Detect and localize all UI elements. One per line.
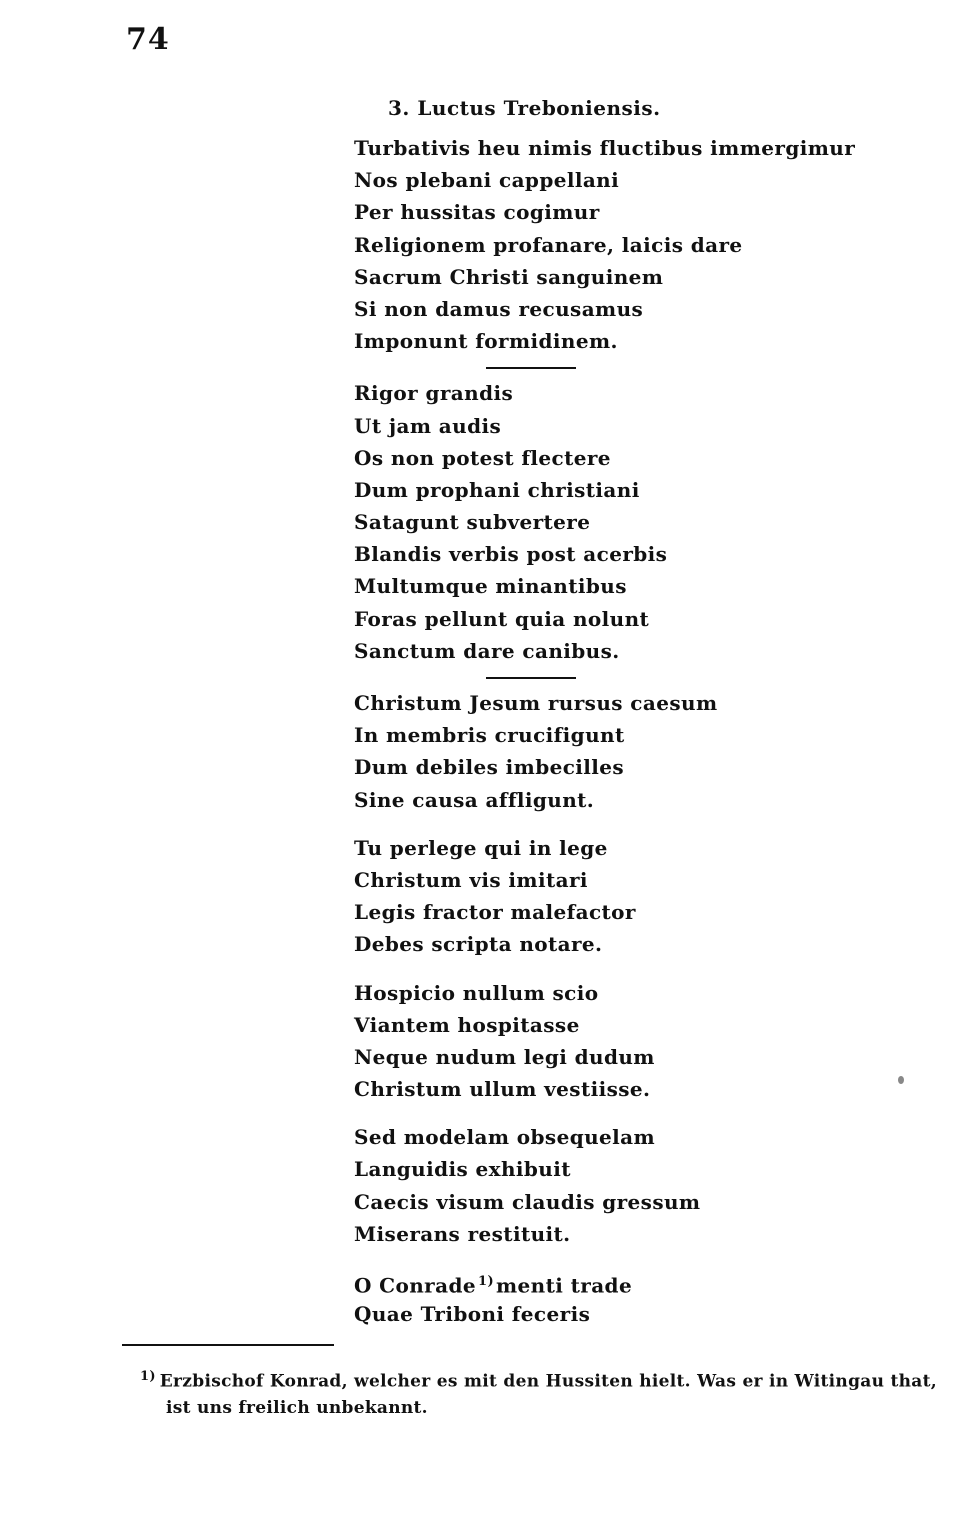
poem-line: Sine causa affligunt.	[354, 787, 595, 812]
stanza-2	[354, 377, 894, 667]
scan-speck	[898, 1076, 904, 1084]
poem-line-text: menti trade	[496, 1273, 633, 1298]
poem-line: Christum ullum vestiisse.	[354, 1077, 651, 1102]
poem-line: Debes scripta notare.	[354, 932, 603, 957]
footnote-rule	[122, 1344, 334, 1346]
stanza-gap	[354, 1250, 894, 1266]
poem-line	[354, 1266, 894, 1298]
poem-line-text: O Conrade	[354, 1273, 476, 1298]
footnote-reference: 1)	[478, 1274, 494, 1289]
poem-line: Ut jam audis	[354, 413, 502, 438]
poem-line: Miserans restituit.	[354, 1221, 571, 1246]
poem-line: Multumque minantibus	[354, 574, 627, 599]
footnote-line: ist uns freilich unbekannt.	[166, 1397, 428, 1418]
footnote-text: Erzbischof Konrad, welcher es mit den Hussiten hielt. Was er in Witingau that,	[159, 1371, 937, 1392]
poem-line: Os non potest flectere	[354, 445, 611, 470]
stanza-7	[354, 1266, 894, 1330]
poem-line: Dum debiles imbecilles	[354, 755, 625, 780]
poem-line: Dum prophani christiani	[354, 477, 640, 502]
poem-title: 3. Luctus Treboniensis.	[388, 96, 661, 120]
poem-line: Imponunt formidinem.	[354, 329, 618, 354]
poem-line: Religionem profanare, laicis dare	[354, 232, 743, 257]
poem-line: Foras pellunt quia nolunt	[354, 606, 650, 631]
footnote-marker: 1)	[140, 1369, 156, 1384]
poem-line: Viantem hospitasse	[354, 1012, 580, 1037]
poem-line: Christum Jesum rursus caesum	[354, 691, 718, 715]
poem-line: Nos plebani cappellani	[354, 168, 620, 193]
stanza-1	[354, 132, 894, 357]
poem-body	[354, 132, 894, 1330]
stanza-4	[354, 832, 894, 961]
footnote-line	[140, 1364, 937, 1395]
stanza-3	[354, 687, 894, 816]
stanza-gap	[354, 961, 894, 977]
poem-line: Sed modelam obsequelam	[354, 1125, 656, 1150]
stanza-5	[354, 977, 894, 1106]
page-number: 74	[126, 22, 170, 57]
footnote	[140, 1364, 937, 1421]
poem-line: Rigor grandis	[354, 381, 514, 406]
poem-line: Neque nudum legi dudum	[354, 1044, 655, 1069]
poem-line: Quae Triboni feceris	[354, 1302, 591, 1327]
poem-line: Per hussitas cogimur	[354, 200, 600, 225]
poem-line: Satagunt subvertere	[354, 510, 591, 535]
poem-line: Christum vis imitari	[354, 867, 588, 892]
poem-line: Hospicio nullum scio	[354, 980, 599, 1005]
stanza-6	[354, 1121, 894, 1250]
poem-line: Legis fractor malefactor	[354, 900, 636, 925]
poem-line: Tu perlege qui in lege	[354, 835, 608, 860]
poem-line: Caecis visum claudis gressum	[354, 1189, 701, 1214]
poem-line: Sacrum Christi sanguinem	[354, 264, 664, 289]
poem-line: In membris crucifigunt	[354, 723, 625, 748]
poem-line: Sanctum dare canibus.	[354, 638, 620, 663]
poem-line: Si non damus recusamus	[354, 296, 644, 321]
section-divider	[486, 677, 576, 679]
stanza-gap	[354, 1105, 894, 1121]
poem-line: Blandis verbis post acerbis	[354, 542, 668, 567]
section-divider	[486, 367, 576, 369]
poem-line: Turbativis heu nimis fluctibus immergimur	[354, 136, 856, 160]
poem-line: Languidis exhibuit	[354, 1157, 571, 1182]
stanza-gap	[354, 816, 894, 832]
